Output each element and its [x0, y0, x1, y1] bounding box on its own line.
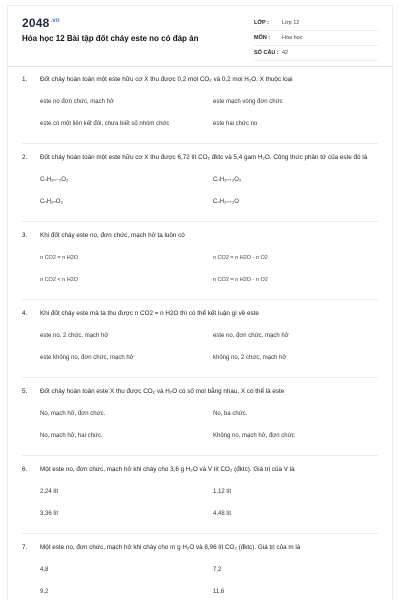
answer-option[interactable]: n CO2 = n H2O [40, 254, 79, 261]
logo-main: 2048 [22, 16, 50, 30]
answer-option[interactable]: 11,6 [213, 588, 225, 595]
answer-option[interactable]: 1,12 lít [213, 488, 232, 495]
answer-option[interactable]: No, mạch hở, hai chức. [40, 432, 103, 439]
question-item [8, 74, 392, 135]
question-text: Khi đốt cháy este mà ta thu được n CO2 = n H2O thì có thể kết luận gì về este [40, 310, 259, 317]
answer-option[interactable]: este no, 2 chức, mạch hở [40, 332, 109, 339]
meta-info [254, 16, 378, 61]
answer-option[interactable]: este no đơn chức, mạch hở [40, 98, 114, 105]
divider [22, 455, 378, 456]
question-number: 7. [22, 544, 28, 551]
answer-option[interactable]: este mạch vòng đơn chức [213, 98, 283, 105]
site-logo[interactable] [22, 16, 60, 30]
meta-key: SỐ CÂU : [254, 50, 279, 56]
question-text: Đốt cháy hoàn toàn một este hữu cơ X thu được 6,72 lít CO₂ đktc và 5,4 gam H₂O. Công thức phân tử của este đó là [40, 154, 368, 161]
question-text: Một este no, đơn chức, mạch hở khi cháy cho m g H₂O và 8,96 lít CO₂ (đktc). Giá trị của m là [40, 544, 301, 551]
answer-option[interactable]: 2,24 lít [40, 488, 59, 495]
meta-key: MÔN : [254, 35, 271, 41]
divider [22, 377, 378, 378]
meta-value: Hóa học [282, 35, 303, 41]
meta-value: 42 [282, 50, 289, 56]
answer-option[interactable]: 7,2 [213, 566, 222, 573]
question-number: 5. [22, 388, 28, 395]
question-number: 1. [22, 76, 28, 83]
question-text: Đốt cháy hoàn toàn một este hữu cơ X thu được 0,2 mol CO₂ và 0,2 mol H₂O. X thuộc loại [40, 76, 293, 83]
logo-suffix: .vn [50, 18, 60, 24]
answer-option[interactable]: n CO2 = n H2O - n O2 [213, 276, 268, 283]
question-item [8, 386, 392, 447]
divider [22, 533, 378, 534]
answer-option[interactable]: 4,48 lít [213, 510, 232, 517]
question-text: Đốt cháy hoàn toàn este X thu được CO₂ và H₂O có số mol bằng nhau, X có thể là este [40, 388, 285, 395]
question-item [8, 308, 392, 369]
answer-option[interactable]: Không no, mạch hở, đơn chức [213, 432, 295, 439]
question-number: 4. [22, 310, 28, 317]
question-text: Một este no, đơn chức, mạch hở khi cháy cho 3,6 g H₂O và V lít CO₂ (đktc). Giá trị của V là [40, 466, 295, 473]
answer-option[interactable]: 3,36 lít [40, 510, 59, 517]
meta-value: Lớp 12 [282, 20, 300, 26]
answer-option[interactable]: CₙH₂ₙ₊₂O [213, 198, 239, 205]
question-list [8, 74, 392, 600]
meta-key: LỚP : [254, 20, 269, 26]
question-item [8, 542, 392, 600]
answer-option[interactable]: este hai chức no [213, 120, 258, 127]
answer-option[interactable]: No, mạch hở, đơn chức. [40, 410, 106, 417]
question-item [8, 152, 392, 213]
question-number: 6. [22, 466, 28, 473]
question-item [8, 230, 392, 291]
answer-option[interactable]: không no, 2 chức, mạch hở [213, 354, 287, 361]
answer-option[interactable]: n CO2 < n H2O [40, 276, 79, 283]
meta-row-subject [254, 31, 378, 46]
answer-option[interactable]: este no, đơn chức, mạch hở [213, 332, 289, 339]
divider [22, 299, 378, 300]
page [8, 6, 392, 600]
answer-option[interactable]: CₙH₂ₙ₋₂O₂ [40, 176, 69, 183]
meta-row-count [254, 46, 378, 61]
answer-option[interactable]: este không no, đơn chức, mạch hở [40, 354, 134, 361]
answer-option[interactable]: No, ba chức. [213, 410, 248, 417]
answer-option[interactable]: CₙH₂ₙ₊₂O₂ [213, 176, 242, 183]
page-title: Hóa học 12 Bài tập đốt cháy este no có đáp án [22, 34, 199, 43]
meta-row-class [254, 16, 378, 31]
question-number: 3. [22, 232, 28, 239]
answer-option[interactable]: 9,2 [40, 588, 49, 595]
question-number: 2. [22, 154, 28, 161]
answer-option[interactable]: 4,8 [40, 566, 49, 573]
header [8, 6, 392, 67]
divider [22, 221, 378, 222]
question-item [8, 464, 392, 525]
question-text: Khi đốt cháy este no, đơn chức, mạch hở ta luôn có [40, 232, 185, 239]
answer-option[interactable]: CₙH₂ₙO₂ [40, 198, 63, 205]
divider [22, 143, 378, 144]
answer-option[interactable]: este có một liên kết đôi, chưa biết số nhóm chức [40, 120, 170, 127]
answer-option[interactable]: n CO2 = n H2O - n O2 [213, 254, 268, 261]
